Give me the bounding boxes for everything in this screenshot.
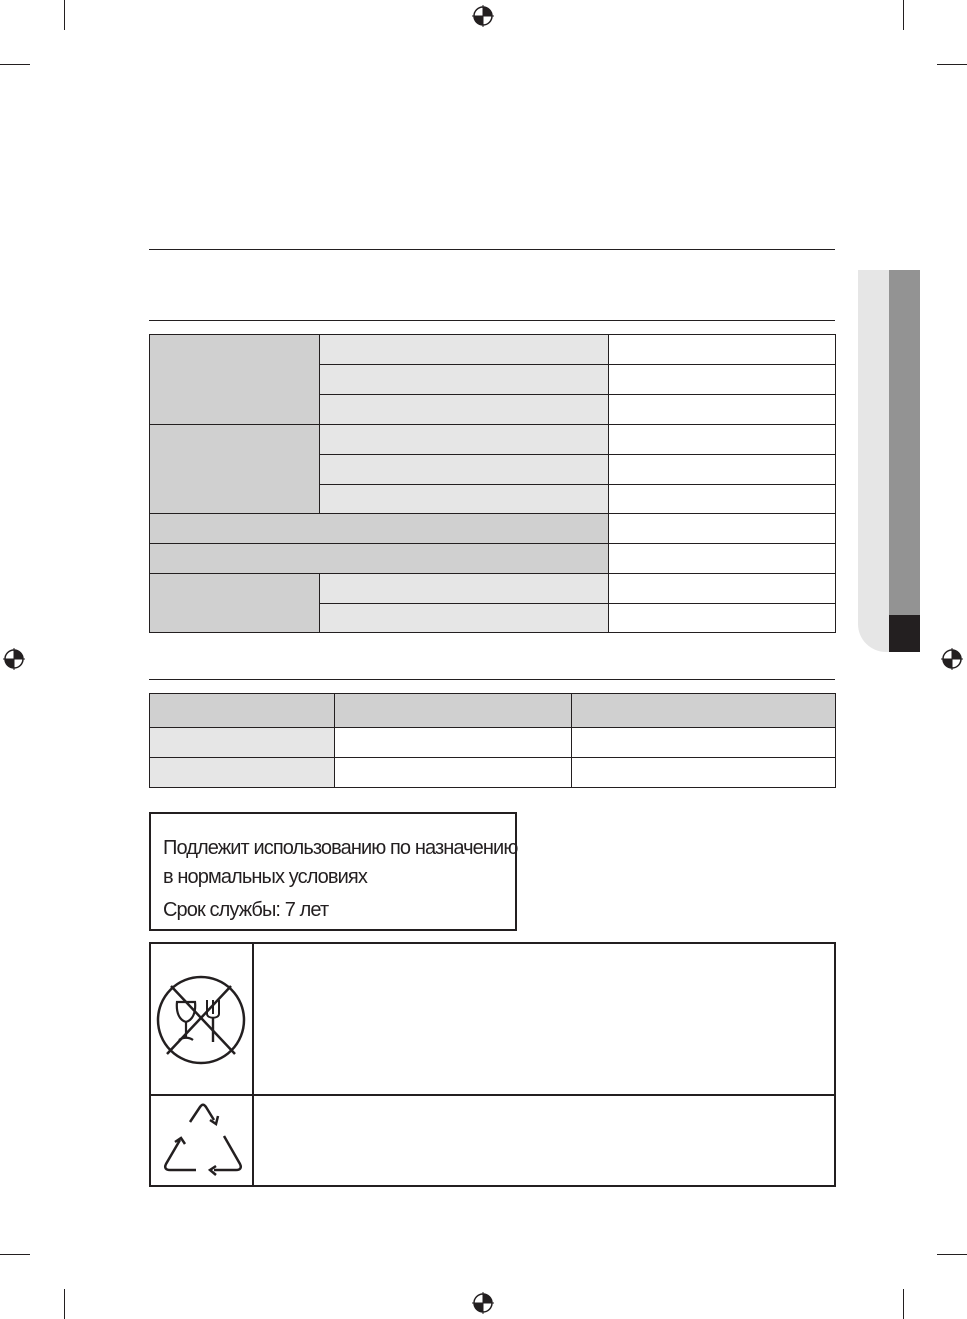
symbols-table-row-divider — [149, 1094, 836, 1096]
table-row-label — [319, 484, 609, 514]
table-row-label — [319, 573, 609, 604]
side-tab-black-marker — [889, 615, 920, 652]
crop-mark-bottom-right-v — [903, 1289, 904, 1319]
table-row-label — [319, 334, 609, 365]
table-row-value — [608, 573, 836, 604]
section-rule-top — [149, 249, 835, 250]
usage-notice-box — [149, 812, 517, 931]
side-tab-gray — [889, 270, 920, 615]
table-row-label — [319, 364, 609, 395]
table-cell — [334, 757, 572, 788]
table-row-value — [608, 603, 836, 633]
table-row-label — [319, 603, 609, 633]
registration-mark-icon — [472, 5, 494, 27]
table-cell — [571, 727, 836, 758]
table-group-header — [149, 334, 320, 425]
table-group-header — [149, 424, 320, 514]
section-rule-specs — [149, 320, 835, 321]
table-header-cell — [149, 693, 335, 728]
table-row-label-wide — [149, 513, 609, 544]
table-group-header — [149, 573, 320, 633]
table-header-cell — [334, 693, 572, 728]
crop-mark-bottom-left-v — [64, 1289, 65, 1319]
recycle-icon — [160, 1102, 246, 1180]
crop-mark-top-right-v — [903, 0, 904, 30]
crop-mark-top-left-h — [0, 64, 30, 65]
notice-line-purpose: Подлежит использованию по назначению — [163, 837, 518, 859]
table-row-label-wide — [149, 543, 609, 574]
side-tab-background — [858, 270, 889, 652]
registration-mark-icon — [941, 648, 963, 670]
table-row-value — [608, 364, 836, 395]
table-row-label — [319, 454, 609, 485]
table-row-value — [608, 543, 836, 574]
symbols-table-column-divider — [252, 942, 254, 1187]
table-row-label — [319, 394, 609, 425]
table-header-cell — [571, 693, 836, 728]
table-row-value — [608, 484, 836, 514]
table-row-value — [608, 394, 836, 425]
table-row-value — [608, 334, 836, 365]
crop-mark-bottom-right-h — [937, 1254, 967, 1255]
notice-line-service-life: Срок службы: 7 лет — [163, 899, 329, 921]
crop-mark-top-left-v — [64, 0, 65, 30]
table-row-value — [608, 424, 836, 455]
crop-mark-bottom-left-h — [0, 1254, 30, 1255]
registration-mark-icon — [472, 1292, 494, 1314]
notice-line-conditions: в нормальных условиях — [163, 866, 367, 888]
section-rule-second-table — [149, 679, 835, 680]
table-row-value — [608, 454, 836, 485]
table-row-label — [149, 757, 335, 788]
table-cell — [334, 727, 572, 758]
crop-mark-top-right-h — [937, 64, 967, 65]
table-row-value — [608, 513, 836, 544]
registration-mark-icon — [3, 648, 25, 670]
table-row-label — [149, 727, 335, 758]
table-row-label — [319, 424, 609, 455]
table-cell — [571, 757, 836, 788]
not-for-food-contact-icon — [155, 974, 247, 1066]
